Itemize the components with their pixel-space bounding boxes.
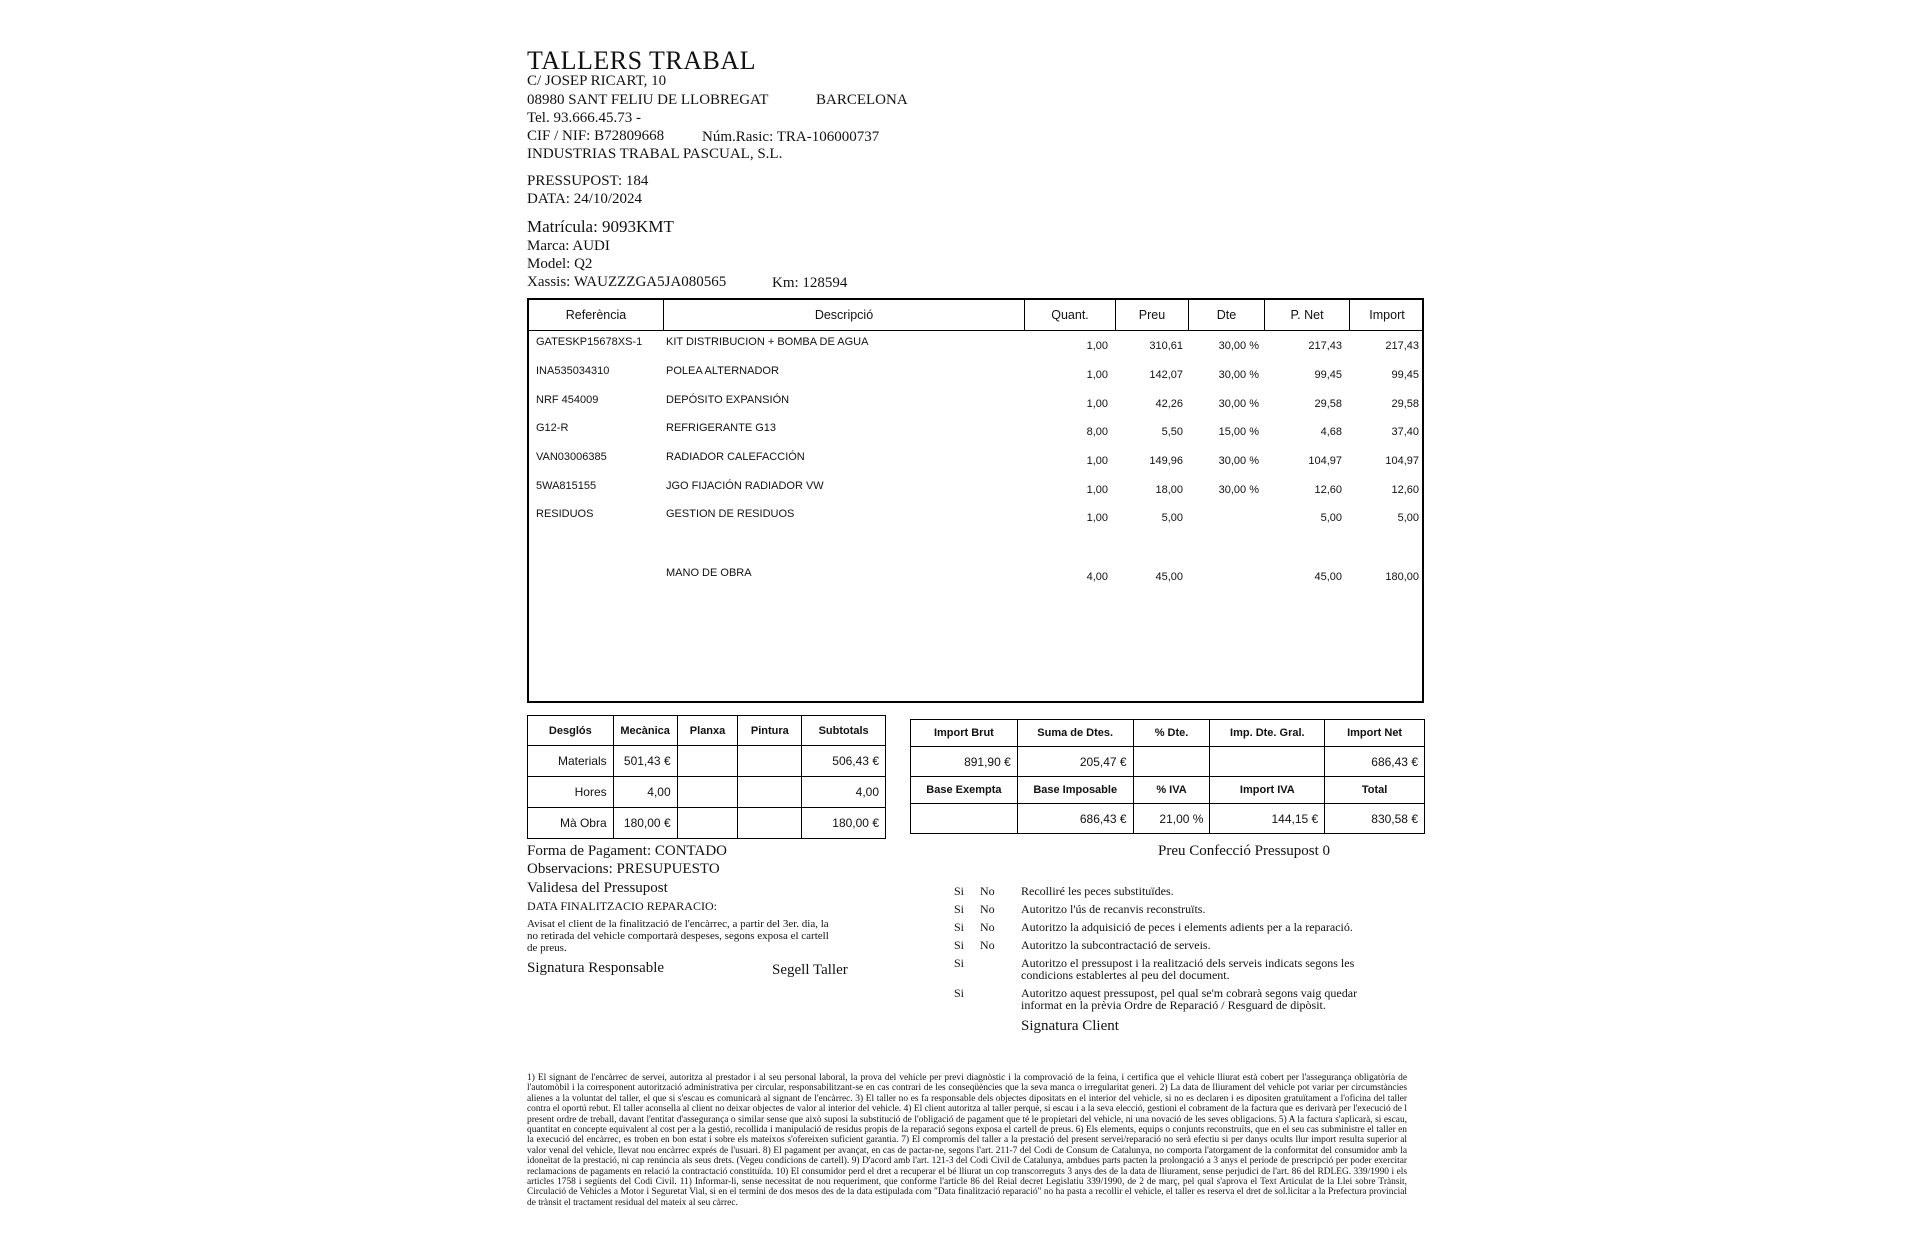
company-name: TALLERS TRABAL — [527, 46, 757, 75]
item-ref: INA535034310 — [536, 365, 610, 377]
totals-base-imposable: 686,43 € — [1017, 804, 1133, 834]
item-desc: POLEA ALTERNADOR — [666, 365, 779, 377]
totals-header-import-net: Import Net — [1325, 720, 1425, 747]
item-ref: 5WA815155 — [536, 480, 597, 492]
breakdown-mecanica: 4,00 — [613, 777, 677, 808]
totals-imp-dte-gral — [1210, 747, 1325, 777]
breakdown-row — [528, 777, 886, 808]
table-row — [529, 480, 1422, 502]
breakdown-planxa — [677, 777, 738, 808]
table-row — [529, 508, 1422, 530]
item-amount: 37,40 — [1391, 426, 1419, 438]
consent-text: Autoritzo el pressupost i la realització dels serveis indicats segons les — [1021, 956, 1355, 970]
workshop-stamp-label: Segell Taller — [772, 962, 848, 978]
totals-header-import-brut: Import Brut — [911, 720, 1018, 747]
pickup-notice-line: no retirada del vehicle comportarà despeses, segons exposa el cartell — [527, 930, 829, 942]
vehicle-brand: Marca: AUDI — [527, 238, 610, 254]
totals-import-net: 686,43 € — [1325, 747, 1425, 777]
breakdown-label: Hores — [528, 777, 614, 808]
vehicle-km: Km: 128594 — [772, 275, 848, 291]
totals-header-import-iva: Import IVA — [1210, 777, 1325, 804]
breakdown-subtotal: 180,00 € — [802, 808, 886, 839]
vehicle-chassis: Xassis: WAUZZZGA5JA080565 — [527, 274, 727, 290]
company-address: C/ JOSEP RICART, 10 — [527, 73, 667, 89]
breakdown-table — [527, 715, 886, 839]
breakdown-pintura — [738, 746, 802, 777]
items-table — [527, 298, 1424, 703]
consent-yes: Si — [954, 986, 965, 1000]
item-price: 310,61 — [1149, 340, 1183, 352]
breakdown-row — [528, 746, 886, 777]
breakdown-subtotal: 506,43 € — [802, 746, 886, 777]
items-table-header — [529, 300, 1422, 331]
breakdown-row — [528, 808, 886, 839]
breakdown-header-subtotals: Subtotals — [802, 716, 886, 746]
company-legal-name: INDUSTRIAS TRABAL PASCUAL, S.L. — [527, 146, 783, 162]
item-disc: 30,00 % — [1218, 369, 1259, 381]
company-phone: Tel. 93.666.45.73 - — [527, 110, 641, 126]
totals-import-brut: 891,90 € — [911, 747, 1018, 777]
item-net: 45,00 — [1314, 571, 1342, 583]
breakdown-subtotal: 4,00 — [802, 777, 886, 808]
item-net: 99,45 — [1314, 369, 1342, 381]
col-price: Preu — [1116, 300, 1189, 330]
totals-header-total: Total — [1325, 777, 1425, 804]
company-rasic: Núm.Rasic: TRA-106000737 — [702, 129, 880, 145]
item-net: 29,58 — [1314, 398, 1342, 410]
item-desc: JGO FIJACIÓN RADIADOR VW — [666, 480, 824, 492]
item-ref: GATESKP15678XS-1 — [536, 336, 643, 348]
repair-finish-date: DATA FINALITZACIO REPARACIO: — [527, 899, 717, 913]
table-row — [529, 394, 1422, 416]
col-description: Descripció — [814, 308, 874, 322]
consent-yes: Si — [954, 920, 965, 934]
breakdown-mecanica: 180,00 € — [613, 808, 677, 839]
consent-yes: Si — [954, 956, 965, 970]
col-net-price: P. Net — [1265, 300, 1350, 330]
totals-table — [910, 719, 1425, 834]
item-qty: 1,00 — [1086, 398, 1108, 410]
item-price: 5,50 — [1161, 426, 1183, 438]
quote-cost: Preu Confecció Pressupost 0 — [1158, 843, 1331, 859]
consent-text: condicions establertes al peu del document. — [1021, 968, 1230, 982]
item-ref: RESIDUOS — [536, 508, 594, 520]
breakdown-planxa — [677, 746, 738, 777]
observations: Observacions: PRESUPUESTO — [527, 861, 720, 877]
item-disc: 30,00 % — [1218, 455, 1259, 467]
pickup-notice-line: de preus. — [527, 942, 567, 954]
consent-no: No — [980, 884, 995, 898]
consent-text: informat en la prèvia Ordre de Reparació / Resguard de dipòsit. — [1021, 998, 1326, 1012]
item-amount: 180,00 — [1385, 571, 1419, 583]
item-desc: KIT DISTRIBUCION + BOMBA DE AGUA — [666, 336, 869, 348]
item-amount: 5,00 — [1397, 512, 1419, 524]
consent-text: Autoritzo l'ús de recanvis reconstruïts. — [1021, 902, 1206, 916]
totals-header-imp-dte-gral: Imp. Dte. Gral. — [1210, 720, 1325, 747]
consent-yes: Si — [954, 902, 965, 916]
item-qty: 1,00 — [1086, 512, 1108, 524]
item-qty: 1,00 — [1086, 484, 1108, 496]
breakdown-label: Mà Obra — [528, 808, 614, 839]
item-price: 5,00 — [1161, 512, 1183, 524]
item-price: 42,26 — [1155, 398, 1183, 410]
table-row — [529, 451, 1422, 473]
item-amount: 104,97 — [1385, 455, 1419, 467]
item-amount: 29,58 — [1391, 398, 1419, 410]
item-disc: 30,00 % — [1218, 398, 1259, 410]
vehicle-model: Model: Q2 — [527, 256, 593, 272]
quote-number: PRESSUPOST: 184 — [527, 173, 649, 189]
item-price: 142,07 — [1149, 369, 1183, 381]
totals-header-base-exempta: Base Exempta — [911, 777, 1018, 804]
breakdown-pintura — [738, 808, 802, 839]
item-net: 104,97 — [1308, 455, 1342, 467]
item-disc: 30,00 % — [1218, 340, 1259, 352]
item-desc: GESTION DE RESIDUOS — [666, 508, 795, 520]
item-disc: 30,00 % — [1218, 484, 1259, 496]
table-row — [529, 422, 1422, 444]
consent-no: No — [980, 920, 995, 934]
breakdown-label: Materials — [528, 746, 614, 777]
item-ref: VAN03006385 — [536, 451, 607, 463]
vehicle-plate: Matrícula: 9093KMT — [527, 217, 674, 236]
item-amount: 12,60 — [1391, 484, 1419, 496]
col-discount: Dte — [1189, 300, 1265, 330]
totals-pct-dte — [1133, 747, 1210, 777]
pickup-notice-line: Avisat el client de la finalització de l'encàrrec, a partir del 3er. dia, la — [527, 918, 829, 930]
col-amount: Import — [1369, 308, 1405, 322]
item-desc: RADIADOR CALEFACCIÓN — [666, 451, 805, 463]
item-amount: 99,45 — [1391, 369, 1419, 381]
item-qty: 1,00 — [1086, 455, 1108, 467]
consent-text: Autoritzo aquest pressupost, pel qual se'm cobrarà segons vaig quedar — [1021, 986, 1358, 1000]
company-city: 08980 SANT FELIU DE LLOBREGAT — [527, 92, 769, 108]
item-disc: 15,00 % — [1218, 426, 1259, 438]
quote-date: DATA: 24/10/2024 — [527, 191, 643, 207]
table-row — [529, 336, 1422, 358]
consent-yes: Si — [954, 884, 965, 898]
item-price: 18,00 — [1155, 484, 1183, 496]
legal-conditions: 1) El signant de l'encàrrec de servei, autoritza al prestador i al seu personal laboral, la prova del vehicle per previ diagnòstic i la comprovació de la feina, i certifica que el vehicle lliurat està cobert per l'assegurança obligatòria de l'automòbil i la corresponent autorització administrativa per circular, responsabilitzant-se en cas contrari de les conseqüències que la seva manca o irregularitat generi. 2) La data de lliurament del vehicle pot variar per circumstàncies alienes a la voluntat del taller, el que si s'escau es comunicarà al signant de l'encàrrec. 3) El taller no es fa responsable dels objectes dipositats en el interior del vehicle, si no es declaren i es dipositen gratuïtament a l'oficina del taller contra el oportú rebut. El taller aconsella al client no deixar objectes de valor al interior del vehicle. 4) El client autoritza al taller perquè, si escau i a la seva elecció, gestioni el cobrament de la factura que es derivarà per l'execució de l present ordre de treball, davant l'entitat d'assegurança o similar sense que això suposi la substitució de l'obligació de pagament que té le propietari del vehicle, ni una novació de les seves obligacions. 5) A la factura s'aplicarà, si escau, quantitat en concepte equivalent al cost per a la gestió, recollida i manipulació de residus propis de la reparació segons exposa el cartell de preus. 6) Els elements, equips o conjunts reconstruïts, que en el seu cas subministre el taller en la execució del encàrrec, es troben en bon estat i sobre els mateixos s'ofereixen suficient garantia. 7) El compromís del taller a la prestació del present servei/reparació no serà efectiu si per danys ocults llur import resulta superior al valor venal del vehicle, llevat nou encàrrec exprés de l'usuari. 8) El pagament per avançat, en cas de pactar-ne, segons l'art. 211-7 del Codi de Consum de Catalunya, no comporta l'atorgament de la conformitat del consumidor amb la idoneïtat de la prestació, ni cap renúncia als seus drets. (Vegeu condicions de cartell). 9) D'acord amb l'art. 121-3 del Codi Civil de Catalunya, ambdues parts pacten la prolongació a 3 anys el període de prescripció per poder exercitar reclamacions de pagaments en relació la contractació constituïda. 10) El consumidor perd el dret a recuperar el bé lliurat un cop transcorreguts 3 anys des de la data de lliurament, sense perjudici de l'art. 86 del RDLEG. 339/1990 i els articles 1758 i següents del Codi Civil. 11) Informar-li, sense necessitat de nou requeriment, que conforme l'article 86 del Reial decret Legislatiu 339/1990, de 2 de març, pel qual s'aprova el Text Articulat de la Llei sobre Trànsit, Circulació de Vehicles a Motor i Seguretat Vial, si en el termini de dos mesos des de la data estipulada com "Data finalització reparació" no ha pasta a recollir el vehicle, el taller es reserva el dret de sol.licitar a la Prefectura provincial de trànsit el tractament residual del mateix al seu càrrec. — [527, 1073, 1407, 1208]
item-net: 12,60 — [1314, 484, 1342, 496]
company-cif: CIF / NIF: B72809668 — [527, 128, 665, 144]
item-desc: REFRIGERANTE G13 — [666, 422, 777, 434]
totals-header-suma-dtes: Suma de Dtes. — [1017, 720, 1133, 747]
totals-base-exempta — [911, 804, 1018, 834]
item-net: 4,68 — [1320, 426, 1342, 438]
breakdown-header-mecanica: Mecànica — [613, 716, 677, 746]
totals-header-pct-iva: % IVA — [1133, 777, 1210, 804]
item-net: 5,00 — [1320, 512, 1342, 524]
item-desc: MANO DE OBRA — [666, 567, 752, 579]
item-qty: 8,00 — [1086, 426, 1108, 438]
client-signature-label: Signatura Client — [1021, 1018, 1119, 1034]
consent-yes: Si — [954, 938, 965, 952]
pickup-notice — [527, 918, 829, 954]
item-ref: G12-R — [536, 422, 569, 434]
item-qty: 1,00 — [1086, 340, 1108, 352]
totals-suma-dtes: 205,47 € — [1017, 747, 1133, 777]
item-price: 149,96 — [1149, 455, 1183, 467]
company-province: BARCELONA — [816, 92, 908, 108]
item-qty: 1,00 — [1086, 369, 1108, 381]
totals-total: 830,58 € — [1325, 804, 1425, 834]
item-ref: NRF 454009 — [536, 394, 599, 406]
totals-header-base-imposable: Base Imposable — [1017, 777, 1133, 804]
payment-method: Forma de Pagament: CONTADO — [527, 843, 728, 859]
breakdown-mecanica: 501,43 € — [613, 746, 677, 777]
consent-no: No — [980, 902, 995, 916]
item-price: 45,00 — [1155, 571, 1183, 583]
quote-validity: Validesa del Pressupost — [527, 880, 668, 896]
consent-text: Autoritzo la adquisició de peces i elements adients per a la reparació. — [1021, 920, 1353, 934]
breakdown-header-desglos: Desglós — [528, 716, 614, 746]
breakdown-planxa — [677, 808, 738, 839]
item-net: 217,43 — [1308, 340, 1342, 352]
item-amount: 217,43 — [1385, 340, 1419, 352]
breakdown-header-planxa: Planxa — [677, 716, 738, 746]
totals-import-iva: 144,15 € — [1210, 804, 1325, 834]
consent-text: Autoritzo la subcontractació de serveis. — [1021, 938, 1211, 952]
responsible-signature-label: Signatura Responsable — [527, 960, 665, 976]
item-desc: DEPÓSITO EXPANSIÓN — [666, 394, 790, 406]
table-row — [529, 567, 1422, 589]
item-qty: 4,00 — [1086, 571, 1108, 583]
table-row — [529, 365, 1422, 387]
col-quantity: Quant. — [1024, 300, 1116, 330]
col-reference: Referència — [529, 300, 664, 330]
consent-no: No — [980, 938, 995, 952]
consent-text: Recolliré les peces substituïdes. — [1021, 884, 1174, 898]
totals-header-pct-dte: % Dte. — [1133, 720, 1210, 747]
breakdown-header-pintura: Pintura — [738, 716, 802, 746]
totals-pct-iva: 21,00 % — [1133, 804, 1210, 834]
breakdown-pintura — [738, 777, 802, 808]
